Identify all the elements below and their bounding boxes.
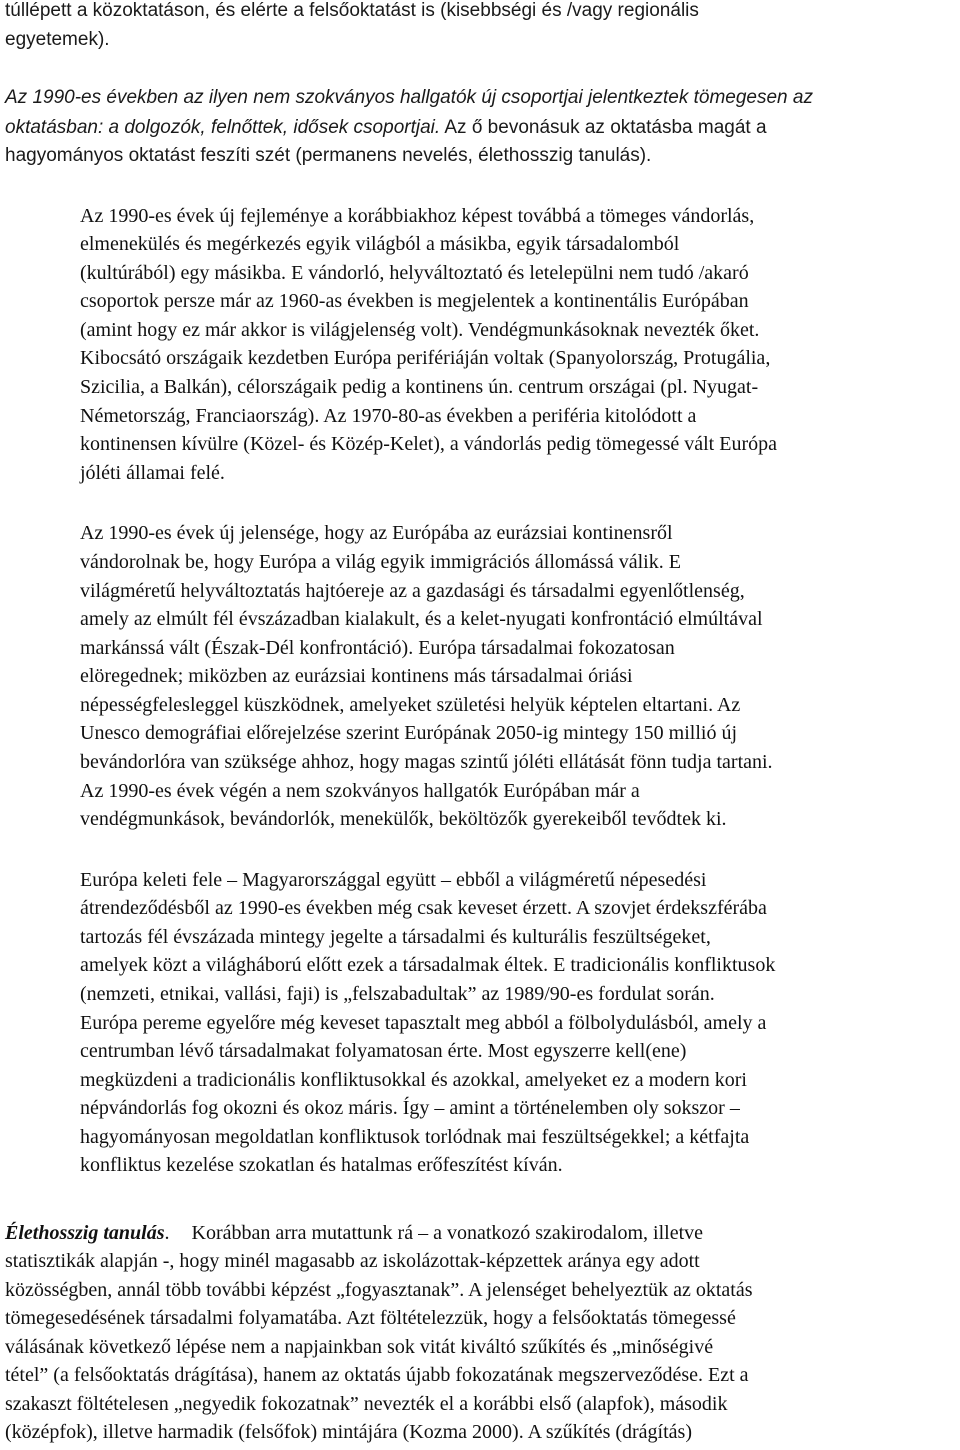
paragraph-5-line-8: (középfok), illetve harmadik (felsőfok) mintájára (Kozma 2000). A szűkítés (drágítás): [5, 1421, 692, 1443]
paragraph-0-line-2: egyetemek).: [5, 29, 110, 50]
paragraph-4-line-1: Európa keleti fele – Magyarországgal együtt – ebből a világméretű népesedési: [80, 869, 707, 891]
paragraph-4-line-7: centrumban lévő társadalmakat folyamatosan érte. Most egyszerre kell(ene): [80, 1040, 687, 1062]
paragraph-5-line-1-rest: Korábban arra mutattunk rá – a vonatkozó szakirodalom, illetve: [191, 1222, 703, 1244]
paragraph-3-line-4: amely az elmúlt fél évszázadban kialakult, és a kelet-nyugati konfrontáció elmúltával: [80, 608, 763, 630]
paragraph-2-line-5: (amint hogy ez már akkor is világjelenség volt). Vendégmunkásoknak nevezték őket.: [80, 319, 760, 341]
paragraph-5-line-4: tömegesedésének társadalmi folyamatába. Azt föltételezzük, hogy a felsőoktatás tömegessé: [5, 1307, 736, 1329]
paragraph-3-line-9: bevándorlóra van szüksége ahhoz, hogy magas szintű jóléti ellátását fönn tudja tartani.: [80, 751, 773, 773]
paragraph-2-line-7: Szicilia, a Balkán), célországaik pedig a kontinens ún. centrum országai (pl. Nyugat-: [80, 376, 759, 398]
paragraph-5-line-3: közösségben, annál több további képzést „fogyasztanak”. A jelenséget behelyeztük az oktatás: [5, 1279, 753, 1301]
paragraph-5-line-5: válásának következő lépése nem a napjainkban sok vitát kiváltó szűkítés és „minőségivé: [5, 1336, 714, 1358]
paragraph-5-line-1: [5, 1220, 703, 1246]
paragraph-1-regular-text: Az ő bevonásuk az oktatásba magát a: [440, 117, 767, 138]
paragraph-2-line-3-end: E vándorló, helyváltoztató és letelepülni nem tudó /akaró: [286, 262, 749, 284]
paragraph-3-line-7: népességfelesleggel küszködnek, amelyeket születési helyük képtelen eltartani. Az: [80, 694, 741, 716]
paragraph-4-line-9: népvándorlás fog okozni és okoz máris. Így – amint a történelemben oly sokszor –: [80, 1097, 740, 1119]
paragraph-4-line-3: tartozás fél évszázada mintegy jegelte a társadalmi és kulturális feszültségeket,: [80, 926, 711, 948]
paragraph-4-line-6: Európa pereme egyelőre még keveset tapasztalt meg abból a fölbolydulásból, amely a: [80, 1012, 767, 1034]
paragraph-3-line-2: vándorolnak be, hogy Európa a világ egyik immigrációs állomássá válik. E: [80, 551, 681, 573]
paragraph-3-line-8: Unesco demográfiai előrejelzése szerint Európának 2050-ig mintegy 150 millió új: [80, 722, 738, 744]
paragraph-1-line-2: [5, 115, 767, 141]
section-heading: Élethosszig tanulás: [5, 1222, 165, 1244]
paragraph-5-line-6: tétel” (a felsőoktatás drágítása), hanem az oktatás újabb fokozatának megszerveződése. Ezt a: [5, 1364, 749, 1386]
paragraph-2-line-10: jóléti államai felé.: [80, 462, 225, 484]
paragraph-2-line-3-start: (kultúrából) egy másikba.: [80, 262, 287, 284]
paragraph-4-line-2: átrendeződésből az 1990-es években még csak keveset érzett. A szovjet érdekszférába: [80, 897, 767, 919]
paragraph-2-line-3: [80, 260, 749, 286]
paragraph-4-line-10: hagyományosan megoldatlan konfliktusok torlódnak mai feszültségekkel; a kétfajta: [80, 1126, 750, 1148]
paragraph-2-line-8: Németország, Franciaország). Az 1970-80-as években a periféria kitolódott a: [80, 405, 697, 427]
paragraph-1-line-1: Az 1990-es években az ilyen nem szokványos hallgatók új csoportjai jelentkeztek tömegesen az: [5, 87, 813, 108]
paragraph-4-line-8: megküzdeni a tradicionális konfliktusokkal és azokkal, amelyeket ez a modern kori: [80, 1069, 747, 1091]
paragraph-3-line-11: vendégmunkások, bevándorlók, menekülők, beköltözők gyerekeiből tevődtek ki.: [80, 808, 727, 830]
paragraph-4-line-11: konfliktus kezelése szokatlan és hatalmas erőfeszítést kíván.: [80, 1154, 563, 1176]
paragraph-3-line-6: elöregednek; miközben az eurázsiai kontinens más társadalmai óriási: [80, 665, 633, 687]
paragraph-3-line-10: Az 1990-es évek végén a nem szokványos hallgatók Európában már a: [80, 780, 640, 802]
paragraph-2-line-2: elmenekülés és megérkezés egyik világból a másikba, egyik társadalomból: [80, 233, 680, 255]
paragraph-1-line-3: hagyományos oktatást feszíti szét (permanens nevelés, élethosszig tanulás).: [5, 145, 652, 166]
paragraph-1-italic-text: oktatásban: a dolgozók, felnőttek, idősek csoportjai.: [5, 117, 441, 138]
paragraph-3-line-1: Az 1990-es évek új jelensége, hogy az Európába az eurázsiai kontinensről: [80, 522, 673, 544]
paragraph-5-line-7: szakaszt föltételesen „negyedik fokozatnak” nevezték el a korábbi első (alapfok), második: [5, 1393, 728, 1415]
section-heading-dot: .: [164, 1222, 170, 1244]
paragraph-4-line-4: amelyek közt a világháború előtt ezek a társadalmak éltek. E tradicionális konfliktusok: [80, 954, 776, 976]
paragraph-5-line-2: statisztikák alapján -, hogy minél magasabb az iskolázottak-képzettek aránya egy adott: [5, 1250, 700, 1272]
paragraph-3-line-3: világméretű helyváltoztatás hajtóereje az a gazdasági és társadalmi egyenlőtlenség,: [80, 580, 745, 602]
paragraph-0-line-1: túllépett a közoktatáson, és elérte a felsőoktatást is (kisebbségi és /vagy regionális: [5, 0, 699, 21]
paragraph-2-line-1: Az 1990-es évek új fejleménye a korábbiakhoz képest továbbá a tömeges vándorlás,: [80, 205, 755, 227]
paragraph-3-line-5: markánssá vált (Észak-Dél konfrontáció). Európa társadalmai fokozatosan: [80, 637, 675, 659]
paragraph-2-line-6: Kibocsátó országaik kezdetben Európa perifériáján voltak (Spanyolország, Protugália,: [80, 347, 771, 369]
paragraph-2-line-9: kontinensen kívülre (Közel- és Közép-Kelet), a vándorlás pedig tömegessé vált Európa: [80, 433, 777, 455]
paragraph-4-line-5: (nemzeti, etnikai, vallási, faji) is „felszabadultak” az 1989/90-es fordulat során.: [80, 983, 715, 1005]
paragraph-2-line-4: csoportok persze már az 1960-as években is megjelentek a kontinentális Európában: [80, 290, 749, 312]
